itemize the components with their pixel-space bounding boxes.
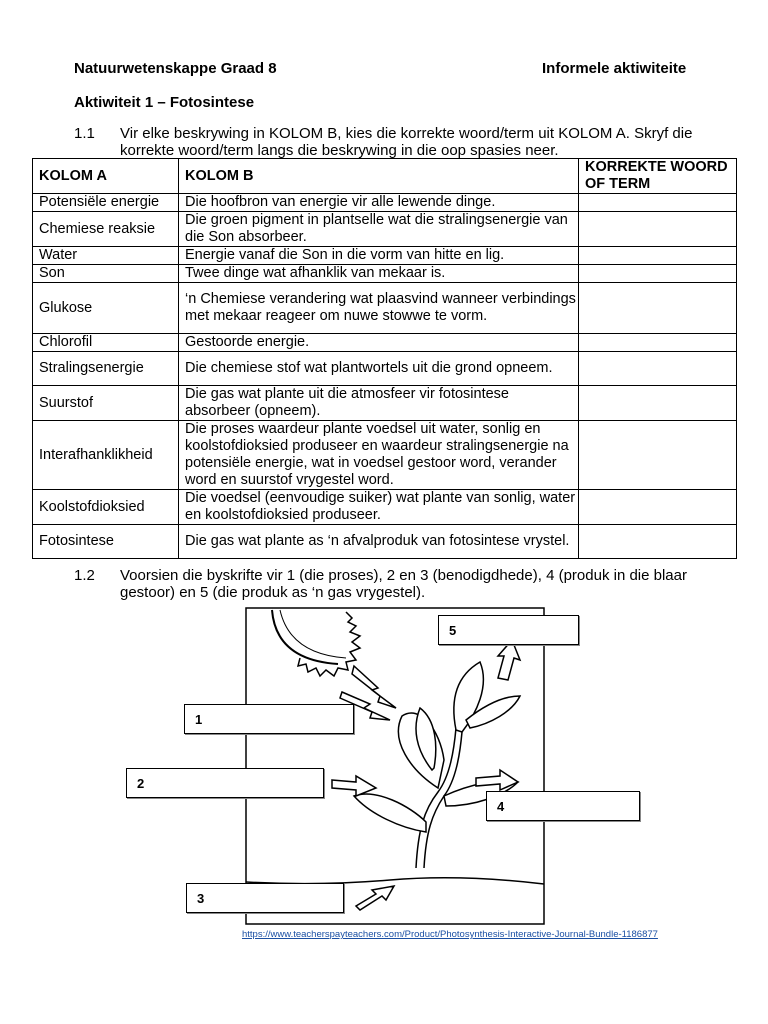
kolom-a-cell: Interafhanklikheid (33, 421, 179, 490)
header-kolom-b: KOLOM B (179, 159, 579, 194)
table-row (33, 212, 737, 247)
question-text-1-2: Voorsien die byskrifte vir 1 (die proses), 2 en 3 (benodigdhede), 4 (produk in die blaar gestoor) en 5 (die produk as ‘n gas vrygestel). (120, 567, 687, 601)
header-correct-term: KORREKTE WOORD OF TERM (579, 159, 737, 194)
kolom-a-cell: Son (33, 265, 179, 283)
answer-cell[interactable] (579, 283, 737, 334)
answer-cell[interactable] (579, 421, 737, 490)
table-row (33, 265, 737, 283)
answer-cell[interactable] (579, 386, 737, 421)
label-box-4[interactable] (486, 791, 640, 821)
kolom-a-cell: Chemiese reaksie (33, 212, 179, 247)
table-row (33, 283, 737, 334)
question-text-1-1: Vir elke beskrywing in KOLOM B, kies die korrekte woord/term uit KOLOM A. Skryf die korrekte woord/term langs die beskrywing in die oop spasies neer. (120, 125, 693, 159)
kolom-b-cell: Die gas wat plante as ‘n afvalproduk van fotosintese vrystel. (179, 525, 579, 559)
answer-cell[interactable] (579, 212, 737, 247)
kolom-b-cell: Energie vanaf die Son in die vorm van hitte en lig. (179, 247, 579, 265)
answer-cell[interactable] (579, 334, 737, 352)
table-row (33, 421, 737, 490)
matching-table (32, 158, 737, 559)
kolom-a-cell: Potensiële energie (33, 194, 179, 212)
source-link[interactable]: https://www.teacherspayteachers.com/Product/Photosynthesis-Interactive-Journal-Bundle-1186877 (242, 929, 658, 940)
kolom-b-cell: Die voedsel (eenvoudige suiker) wat plante van sonlig, water en koolstofdioksied produseer. (179, 490, 579, 525)
kolom-a-cell: Stralingsenergie (33, 352, 179, 386)
oxygen-out-arrow-icon (498, 640, 520, 680)
kolom-b-cell: Die hoofbron van energie vir alle lewende dinge. (179, 194, 579, 212)
label-number-3: 3 (197, 891, 205, 906)
sun-icon (270, 609, 360, 676)
answer-cell[interactable] (579, 525, 737, 559)
kolom-b-cell: Die chemiese stof wat plantwortels uit die grond opneem. (179, 352, 579, 386)
kolom-b-cell: Die gas wat plante uit die atmosfeer vir fotosintese absorbeer (opneem). (179, 386, 579, 421)
table-row (33, 386, 737, 421)
kolom-b-cell: ‘n Chemiese verandering wat plaasvind wanneer verbindings met mekaar reageer om nuwe stowwe te vorm. (179, 283, 579, 334)
kolom-a-cell: Fotosintese (33, 525, 179, 559)
table-row (33, 490, 737, 525)
label-number-1: 1 (195, 712, 203, 727)
label-number-4: 4 (497, 799, 505, 814)
kolom-a-cell: Koolstofdioksied (33, 490, 179, 525)
table-row (33, 194, 737, 212)
table-row (33, 247, 737, 265)
answer-cell[interactable] (579, 265, 737, 283)
answer-cell[interactable] (579, 352, 737, 386)
activity-type-heading: Informele aktiwiteite (542, 60, 687, 77)
kolom-a-cell: Glukose (33, 283, 179, 334)
carbon-dioxide-in-arrow-icon (332, 776, 376, 796)
table-row (33, 352, 737, 386)
subject-heading: Natuurwetenskappe Graad 8 (74, 60, 277, 77)
kolom-b-cell: Die groen pigment in plantselle wat die stralingsenergie van die Son absorbeer. (179, 212, 579, 247)
kolom-a-cell: Chlorofil (33, 334, 179, 352)
kolom-a-cell: Water (33, 247, 179, 265)
label-box-1[interactable] (184, 704, 354, 734)
table-row (33, 525, 737, 559)
answer-cell[interactable] (579, 247, 737, 265)
question-number-1-1: 1.1 (74, 125, 95, 142)
kolom-b-cell: Die proses waardeur plante voedsel uit water, sonlig en koolstofdioksied produseer en waardeur stralingsenergie na potensiële energie, wat in voedsel gestoor word, verander word en suurstof vrygestel word. (179, 421, 579, 490)
kolom-b-cell: Gestoorde energie. (179, 334, 579, 352)
kolom-a-cell: Suurstof (33, 386, 179, 421)
answer-cell[interactable] (579, 490, 737, 525)
plant-illustration (120, 600, 650, 930)
question-number-1-2: 1.2 (74, 567, 95, 584)
label-number-2: 2 (137, 776, 145, 791)
answer-cell[interactable] (579, 194, 737, 212)
table-row (33, 334, 737, 352)
label-box-5[interactable] (438, 615, 579, 645)
photosynthesis-diagram (120, 600, 650, 930)
kolom-b-cell: Twee dinge wat afhanklik van mekaar is. (179, 265, 579, 283)
label-number-5: 5 (449, 623, 457, 638)
activity-title: Aktiwiteit 1 – Fotosintese (74, 94, 255, 111)
water-in-arrow-icon (356, 886, 394, 910)
label-box-2[interactable] (126, 768, 324, 798)
label-box-3[interactable] (186, 883, 344, 913)
header-kolom-a: KOLOM A (33, 159, 179, 194)
